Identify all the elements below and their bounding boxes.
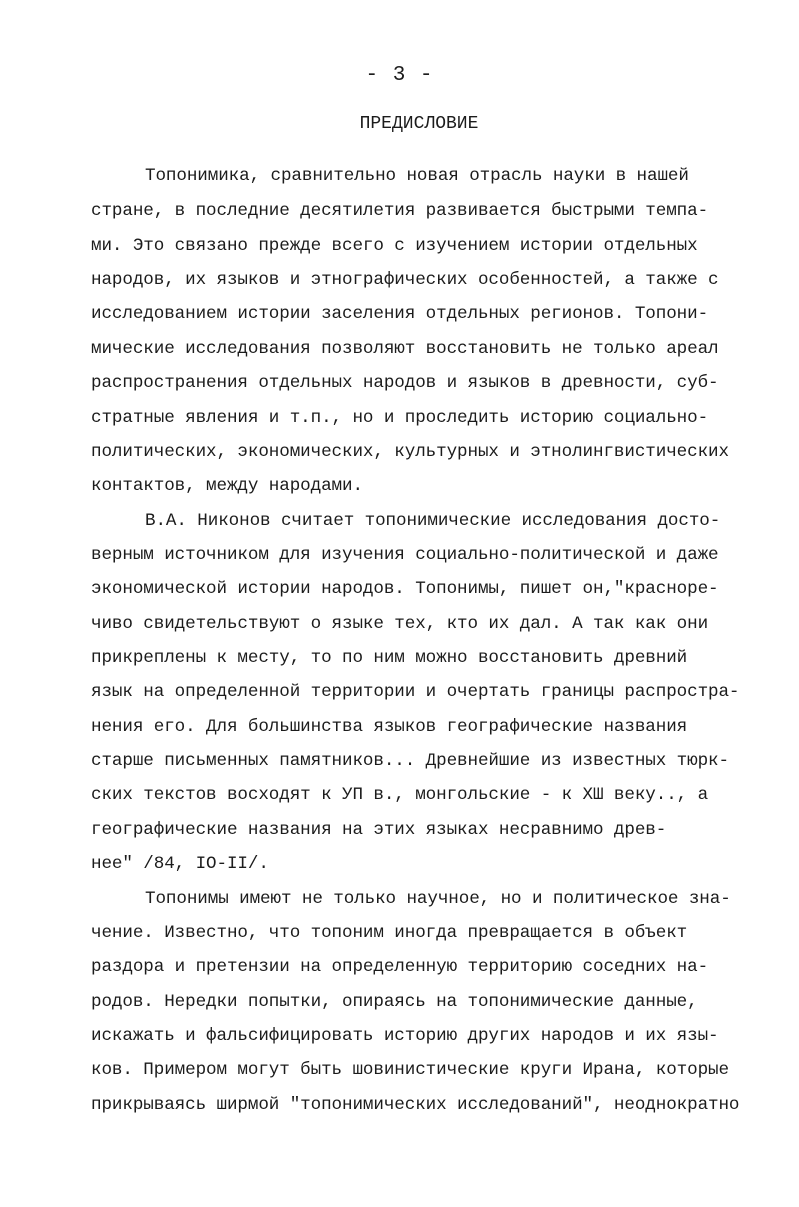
text-line: искажать и фальсифицировать историю других народов и их язы- [91,1026,719,1046]
page-title: ПРЕДИСЛОВИЕ [359,114,479,134]
text-line: распространения отдельных народов и языков в древности, суб- [91,373,719,393]
text-line: родов. Нередки попытки, опираясь на топонимические данные, [91,992,698,1012]
text-line: Топонимика, сравнительно новая отрасль науки в нашей [145,166,689,186]
text-line: политических, экономических, культурных и этнолингвистических [91,442,729,462]
text-line: мические исследования позволяют восстановить не только ареал [91,339,719,359]
text-line: Топонимы имеют не только научное, но и политическое зна- [145,889,731,909]
text-line: контактов, между народами. [91,476,363,496]
text-line: прикрываясь ширмой "топонимических исследований", неоднократно [91,1095,740,1115]
text-line: старше письменных памятников... Древнейшие из известных тюрк- [91,751,729,771]
text-line: ков. Примером могут быть шовинистические круги Ирана, которые [91,1060,729,1080]
text-line: экономической истории народов. Топонимы, пишет он,"красноре- [91,579,719,599]
text-line: чиво свидетельствуют о языке тех, кто их дал. А так как они [91,614,709,634]
text-line: стране, в последние десятилетия развивается быстрыми темпа- [91,201,709,221]
text-line: ских текстов восходят к УП в., монгольские - к ХШ веку.., а [91,785,709,805]
text-line: нее" /84, IO-II/. [91,854,269,874]
text-line: прикреплены к месту, то по ним можно восстановить древний [91,648,688,668]
text-line: географические названия на этих языках несравнимо древ- [91,820,667,840]
text-line: язык на определенной территории и очертать границы распростра- [91,682,740,702]
text-line: нения его. Для большинства языков географические названия [91,717,688,737]
text-line: стратные явления и т.п., но и проследить историю социально- [91,408,709,428]
page-number: - 3 - [365,64,434,87]
text-line: В.А. Никонов считает топонимические исследования досто- [145,511,721,531]
text-line: народов, их языков и этнографических особенностей, а также с [91,270,719,290]
text-line: чение. Известно, что топоним иногда превращается в объект [91,923,688,943]
text-line: ми. Это связано прежде всего с изучением истории отдельных [91,236,698,256]
text-line: верным источником для изучения социально-политической и даже [91,545,719,565]
text-line: раздора и претензии на определенную территорию соседних на- [91,957,709,977]
text-line: исследованием истории заселения отдельных регионов. Топони- [91,304,709,324]
